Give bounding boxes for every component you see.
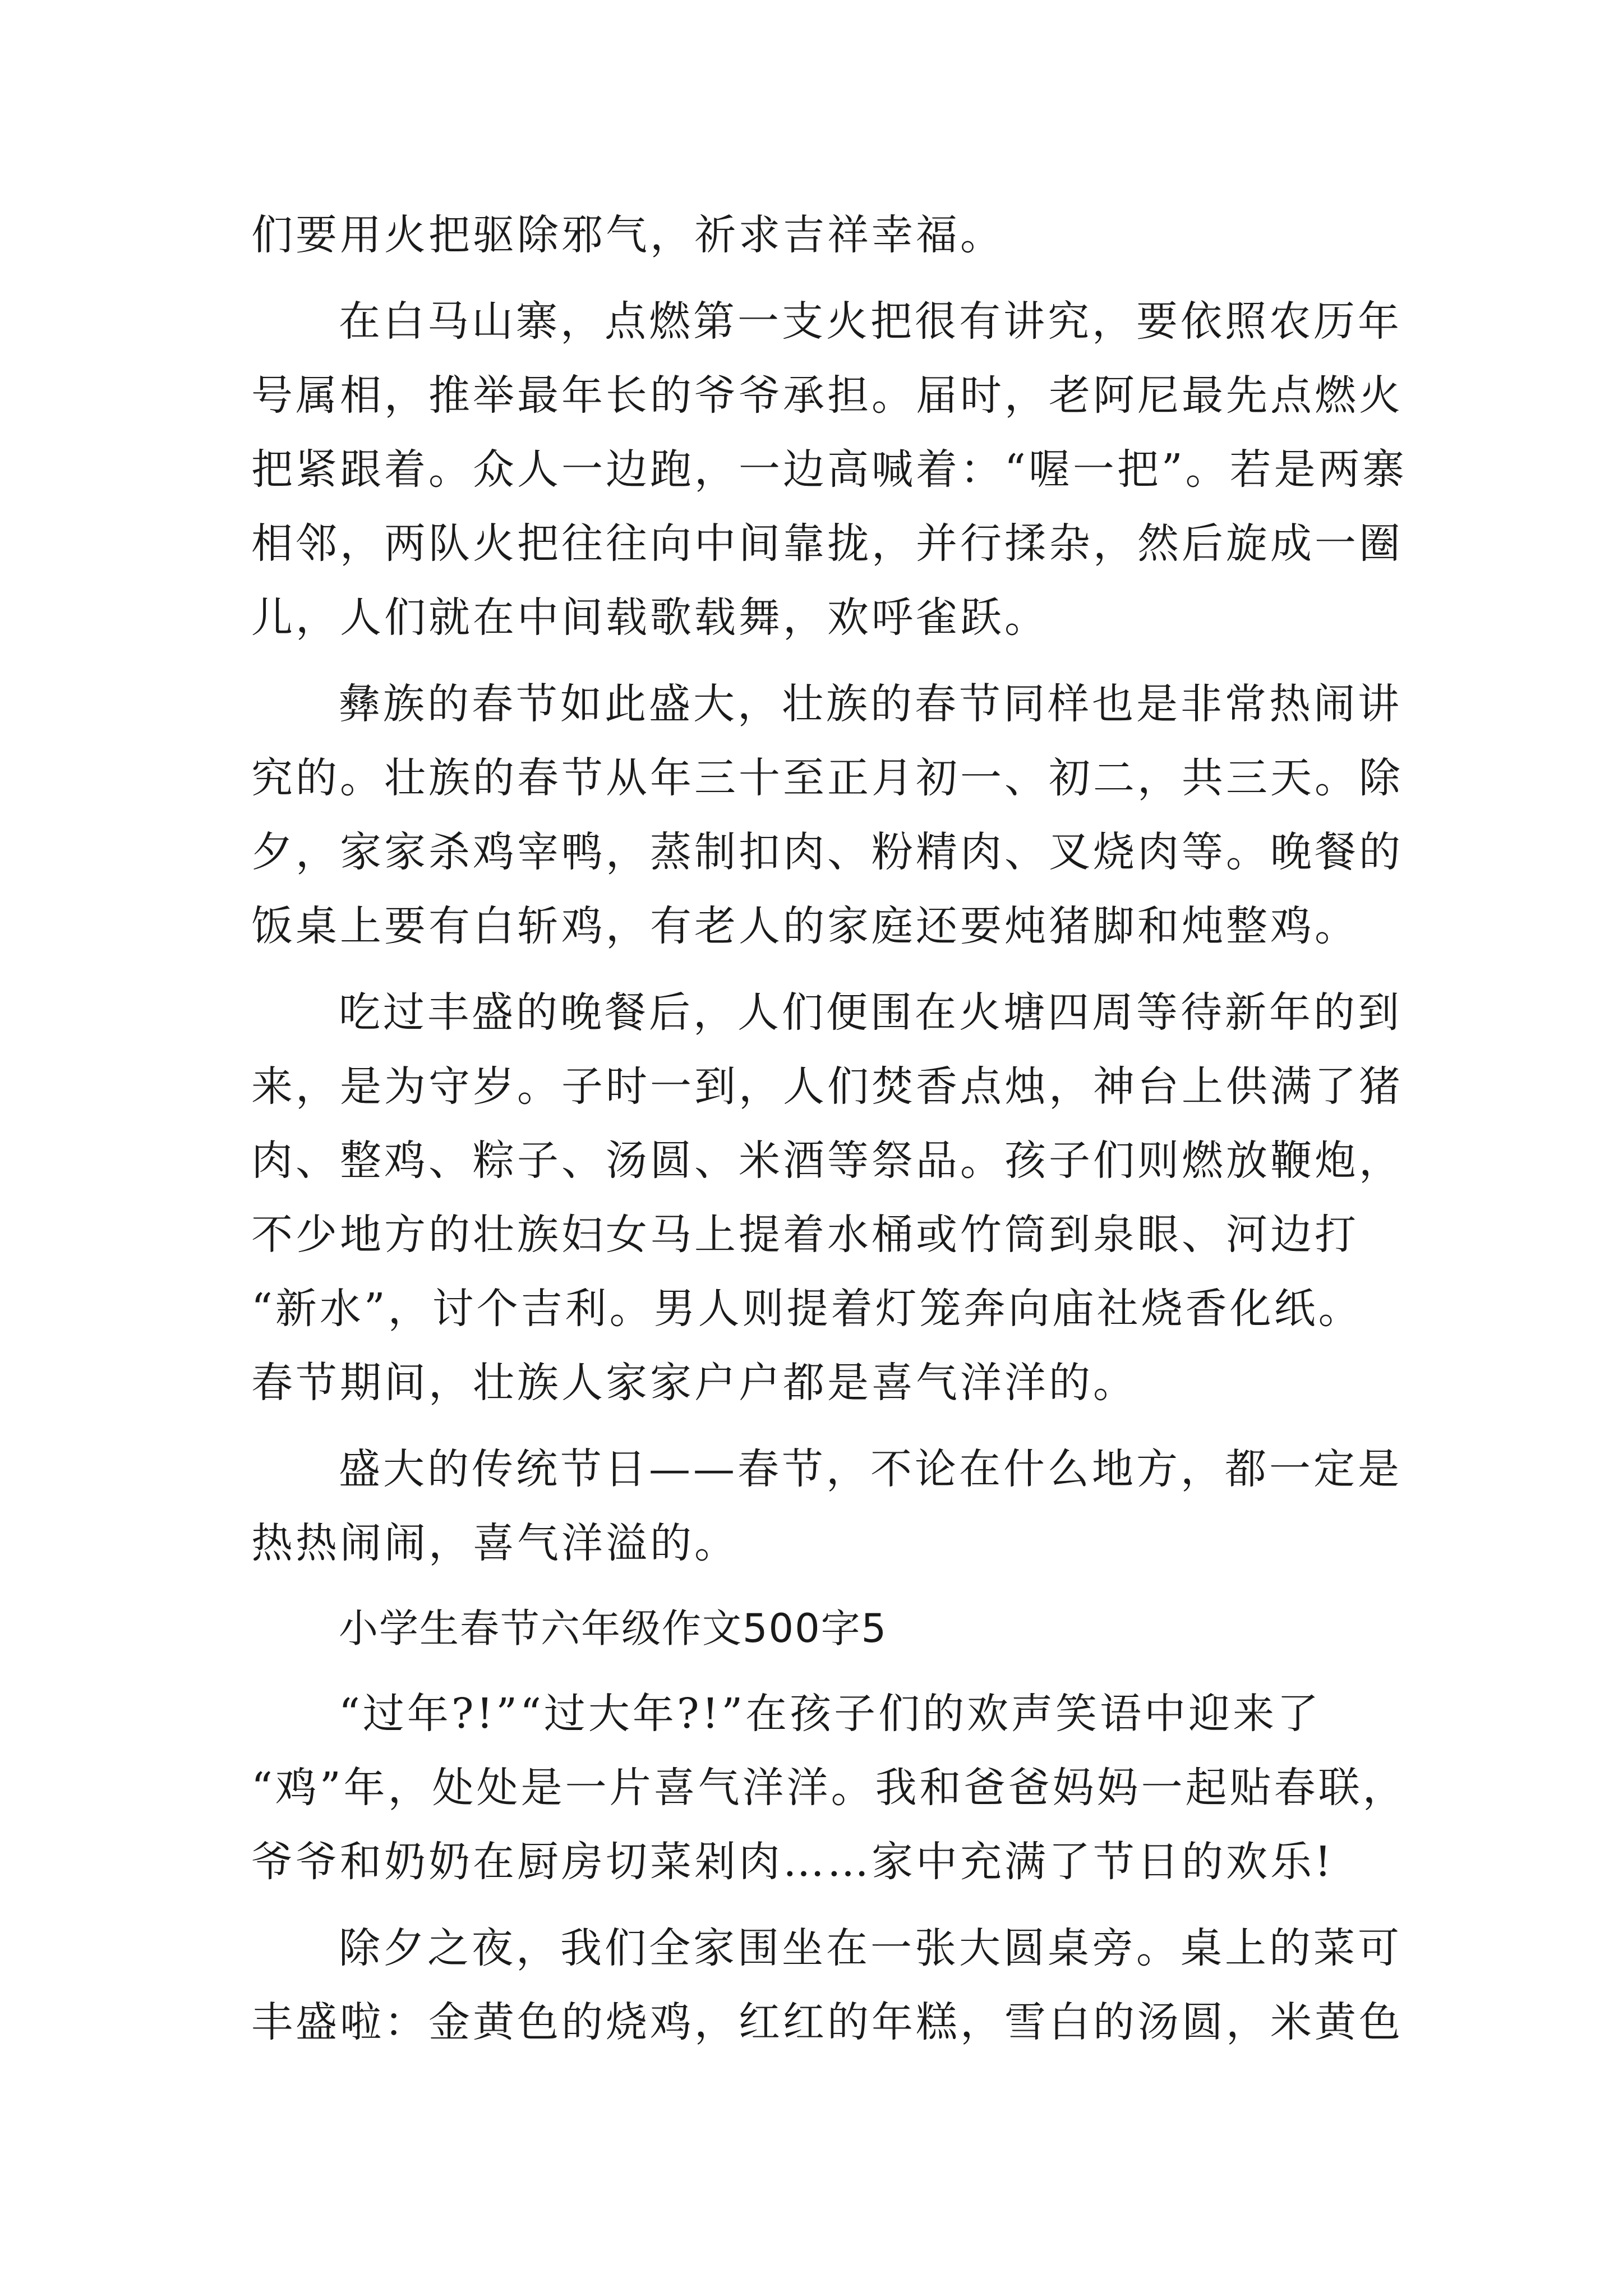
text-line-4: 把紧跟着。众人一边跑，一边高喊着：“喔一把”。若是两寨 xyxy=(251,445,1407,494)
text-line-21: “鸡”年，处处是一片喜气洋洋。我和爸爸妈妈一起贴春联， xyxy=(251,1764,1407,1812)
text-line-10: 饭桌上要有白斩鸡，有老人的家庭还要炖猪脚和炖整鸡。 xyxy=(251,902,1359,950)
text-line-15: “新水”，讨个吉利。男人则提着灯笼奔向庙社烧香化纸。 xyxy=(251,1285,1363,1333)
text-line-18: 热热闹闹，喜气洋溢的。 xyxy=(251,1519,739,1567)
text-line-17: 盛大的传统节日——春节，不论在什么地方，都一定是 xyxy=(339,1445,1402,1493)
text-line-8: 究的。壮族的春节从年三十至正月初一、初二，共三天。除 xyxy=(251,754,1403,802)
text-line-14: 不少地方的壮族妇女马上提着水桶或竹筒到泉眼、河边打 xyxy=(251,1211,1359,1259)
text-line-2: 在白马山寨，点燃第一支火把很有讲究，要依照农历年 xyxy=(339,297,1402,346)
text-line-23: 除夕之夜，我们全家围坐在一张大圆桌旁。桌上的菜可 xyxy=(339,1924,1402,1972)
text-line-9: 夕，家家杀鸡宰鸭，蒸制扣肉、粉精肉、叉烧肉等。晚餐的 xyxy=(251,828,1403,876)
text-line-12: 来，是为守岁。子时一到，人们焚香点烛，神台上供满了猪 xyxy=(251,1062,1403,1111)
text-line-16: 春节期间，壮族人家家户户都是喜气洋洋的。 xyxy=(251,1359,1137,1407)
text-line-13: 肉、整鸡、粽子、汤圆、米酒等祭品。孩子们则燃放鞭炮， xyxy=(251,1137,1403,1185)
text-line-1: 们要用火把驱除邪气，祈求吉祥幸福。 xyxy=(251,211,1004,259)
text-line-22: 爷爷和奶奶在厨房切菜剁肉……家中充满了节日的欢乐! xyxy=(251,1838,1334,1886)
text-line-5: 相邻，两队火把往往向中间靠拢，并行揉杂，然后旋成一圈 xyxy=(251,519,1403,568)
text-line-20: “过年?!”“过大年?!”在孩子们的欢声笑语中迎来了 xyxy=(339,1690,1322,1738)
text-line-11: 吃过丰盛的晚餐后，人们便围在火塘四周等待新年的到 xyxy=(339,988,1402,1037)
section-heading: 小学生春节六年级作文500字5 xyxy=(339,1605,888,1651)
text-line-24: 丰盛啦：金黄色的烧鸡，红红的年糕，雪白的汤圆，米黄色 xyxy=(251,1998,1403,2046)
text-line-6: 儿，人们就在中间载歌载舞，欢呼雀跃。 xyxy=(251,593,1049,642)
text-line-3: 号属相，推举最年长的爷爷承担。届时，老阿尼最先点燃火 xyxy=(251,371,1403,420)
text-line-7: 彝族的春节如此盛大，壮族的春节同样也是非常热闹讲 xyxy=(339,680,1402,728)
